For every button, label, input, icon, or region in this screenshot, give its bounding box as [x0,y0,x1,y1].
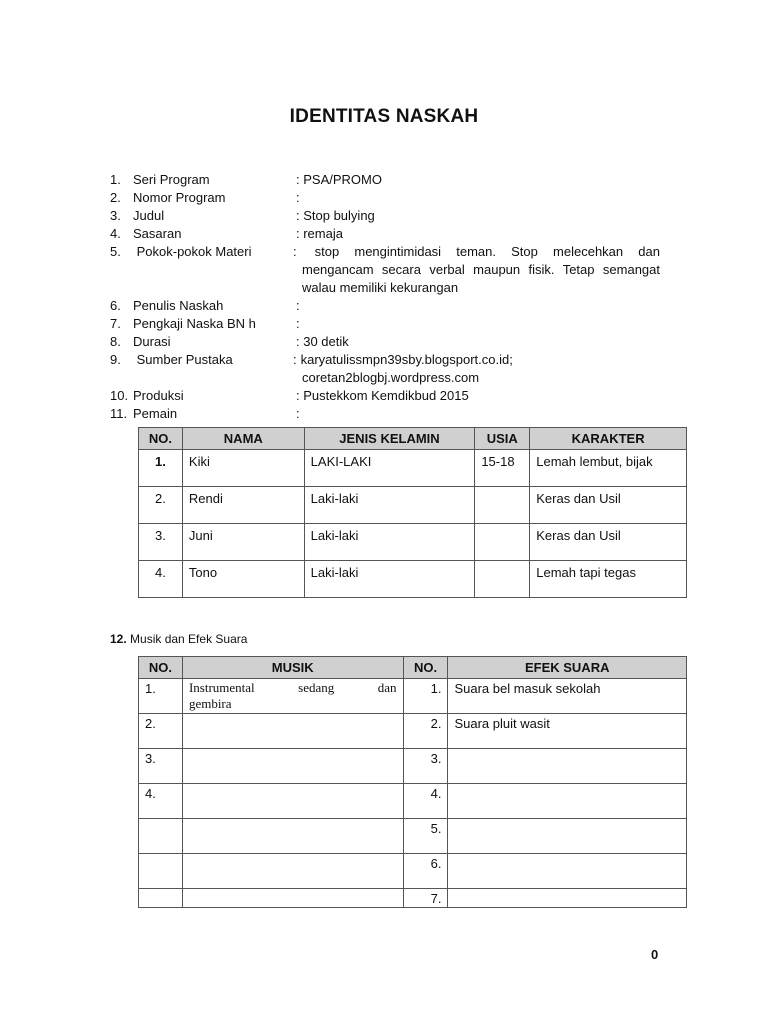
cell-efek-suara: Suara bel masuk sekolah [448,679,687,714]
item-value-line: walau memiliki kekurangan [302,280,459,295]
column-header: NO. [139,428,183,450]
list-item [110,297,660,315]
cell-no-efek: 6. [403,854,448,889]
cell-nama: Rendi [182,487,304,524]
list-item [110,405,660,423]
list-item [110,225,660,243]
cell-usia [475,487,530,524]
item-number: 9. [110,352,121,367]
cell-musik-line: Instrumental sedang dan [188,680,397,695]
column-header: EFEK SUARA [448,657,687,679]
cell-no: 4. [139,561,183,598]
item-number: 8. [110,334,121,349]
cell-efek-suara [448,749,687,784]
cell-no-musik [139,819,183,854]
item-number: 3. [110,208,121,223]
cell-no: 2. [139,487,183,524]
cell-musik [182,889,403,908]
cell-jenis-kelamin: Laki-laki [304,487,475,524]
item-colon: : [293,244,297,259]
item-value-line: karyatulissmpn39sby.blogsport.co.id; [300,352,513,367]
column-header: USIA [475,428,530,450]
item-value: : [296,190,300,205]
cell-efek-suara: Suara pluit wasit [448,714,687,749]
cell-efek-suara [448,819,687,854]
cell-musik [182,854,403,889]
item-value: : PSA/PROMO [296,172,382,187]
list-item [110,351,660,387]
item-label: Sasaran [133,226,182,241]
cell-no-musik: 1. [139,679,183,714]
cell-musik [182,819,403,854]
column-header: MUSIK [182,657,403,679]
list-item [110,333,660,351]
list-item [110,243,660,297]
cell-musik [182,679,403,714]
list-item [110,387,660,405]
cell-no-efek: 4. [403,784,448,819]
list-item [110,171,660,189]
cell-no-efek: 5. [403,819,448,854]
table-row [139,679,687,714]
cell-no-musik [139,854,183,889]
table-row [139,714,687,749]
cell-no-musik [139,889,183,908]
cell-no: 3. [139,524,183,561]
column-header: NO. [139,657,183,679]
cell-musik [182,749,403,784]
item-number: 5. [110,244,121,259]
cell-jenis-kelamin: LAKI-LAKI [304,450,475,487]
cell-karakter: Lemah tapi tegas [530,561,687,598]
table-row [139,524,687,561]
item-label: Produksi [133,388,184,403]
cell-karakter: Keras dan Usil [530,524,687,561]
cell-nama: Juni [182,524,304,561]
cell-usia [475,561,530,598]
cell-no-musik: 2. [139,714,183,749]
item-value: : Pustekkom Kemdikbud 2015 [296,388,469,403]
table-header-row [139,657,687,679]
table-row [139,487,687,524]
cell-efek-suara [448,854,687,889]
section-12-heading [110,632,247,646]
item-value: : 30 detik [296,334,349,349]
item-label: Judul [133,208,165,223]
section-label: Musik dan Efek Suara [130,632,248,646]
table-row [139,450,687,487]
table-row [139,784,687,819]
item-label: Sumber Pustaka [133,352,233,367]
cell-nama: Tono [182,561,304,598]
item-label: Pemain [133,406,178,421]
item-value-line: mengancam secara verbal maupun fisik. Tetap semangat [302,262,660,277]
table-row [139,854,687,889]
item-number: 2. [110,190,121,205]
item-label: Pokok-pokok Materi [133,244,252,259]
cell-musik [182,714,403,749]
cell-no: 1. [139,450,183,487]
item-number: 6. [110,298,121,313]
sound-table [138,656,687,908]
column-header: JENIS KELAMIN [304,428,475,450]
section-number: 12. [110,632,127,646]
cell-usia [475,524,530,561]
column-header: KARAKTER [530,428,687,450]
item-number: 10. [110,388,129,403]
list-item [110,189,660,207]
item-label: Seri Program [133,172,210,187]
cell-efek-suara [448,784,687,819]
cell-usia: 15-18 [475,450,530,487]
column-header: NO. [403,657,448,679]
table-row [139,889,687,908]
cell-no-efek: 3. [403,749,448,784]
cell-karakter: Keras dan Usil [530,487,687,524]
cell-musik [182,784,403,819]
cell-no-musik: 3. [139,749,183,784]
item-label: Durasi [133,334,171,349]
identity-list [110,171,660,423]
cell-jenis-kelamin: Laki-laki [304,561,475,598]
item-label: Pengkaji Naska BN h [133,316,256,331]
item-value: : [296,406,300,421]
item-value: : [296,298,300,313]
item-number: 11. [110,406,128,421]
table-row [139,819,687,854]
list-item [110,207,660,225]
item-colon: : [293,352,297,367]
item-value [293,351,660,387]
cell-jenis-kelamin: Laki-laki [304,524,475,561]
item-number: 4. [110,226,121,241]
cell-nama: Kiki [182,450,304,487]
item-number: 1. [110,172,121,187]
item-value-line: stop mengintimidasi teman. Stop melecehkan dan [314,244,660,259]
item-value-line: coretan2blogbj.wordpress.com [302,370,480,385]
item-value [293,243,660,297]
item-number: 7. [110,316,121,331]
cell-musik-line: gembira [188,696,232,711]
item-value: : [296,316,300,331]
cell-karakter: Lemah lembut, bijak [530,450,687,487]
document-title: IDENTITAS NASKAH [289,106,479,127]
cell-no-efek: 2. [403,714,448,749]
page-number: 0 [651,947,659,962]
cell-no-musik: 4. [139,784,183,819]
item-label: Nomor Program [133,190,226,205]
table-row [139,749,687,784]
cell-no-efek: 1. [403,679,448,714]
item-label: Penulis Naskah [133,298,224,313]
column-header: NAMA [182,428,304,450]
item-value: : Stop bulying [296,208,375,223]
item-value: : remaja [296,226,343,241]
cast-table [138,427,687,598]
cell-efek-suara [448,889,687,908]
table-row [139,561,687,598]
table-header-row [139,428,687,450]
cell-no-efek: 7. [403,889,448,908]
list-item [110,315,660,333]
